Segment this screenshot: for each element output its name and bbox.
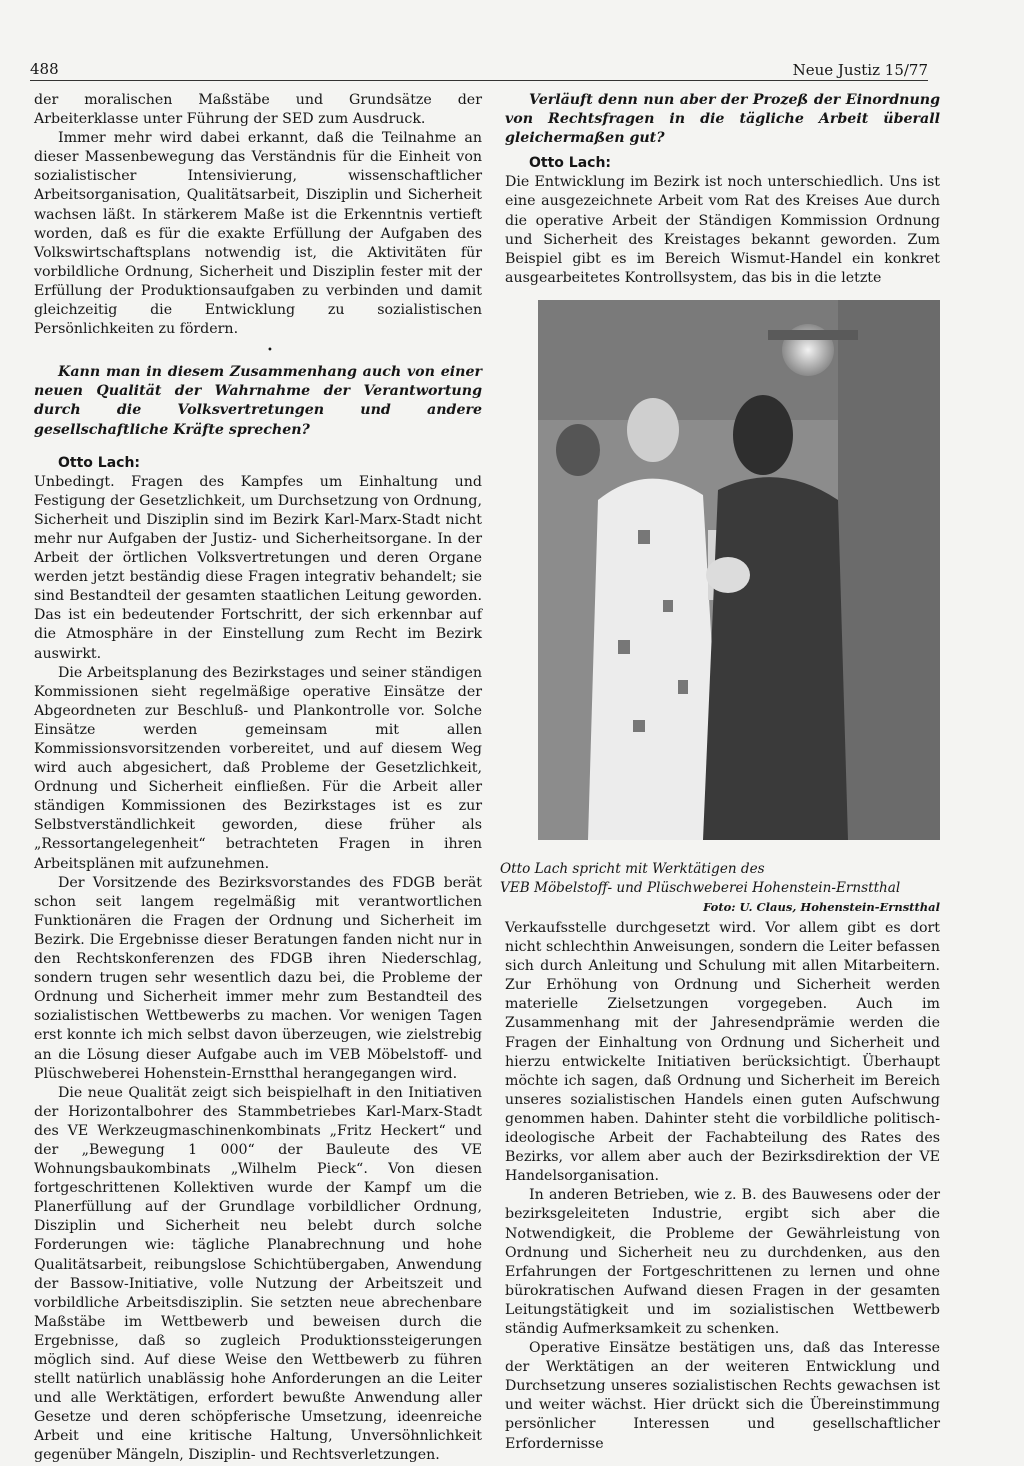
right-column-top: [505, 91, 940, 288]
photo-illustration: [538, 300, 940, 840]
left-paragraph: der moralischen Maßstäbe und Grundsätze der Arbeiterklasse unter Führung der SED zum Ausdruck.: [34, 92, 482, 128]
header-rule: [30, 80, 928, 81]
answer-paragraph: Unbedingt. Fragen des Kampfes um Einhaltung und Festigung der Gesetzlichkeit, um Durchsetzung von Ordnung, Sicherheit und Disziplin sind im Bezirk Karl-Marx-Stadt nicht mehr nur Aufgaben der Justiz- und Sicherheitsorgane. In der Arbeit der örtlichen Volksvertretungen und deren Organe werden jetzt beständig diese Fragen integrativ behandelt; sie sind Bestandteil der gesamten staatlichen Leitung geworden. Das ist ein bedeutender Fortschritt, der sich erkennbar auf die Atmosphäre in der Einstellung zum Recht im Bezirk auswirkt.: [34, 473, 482, 662]
answer-paragraph: Operative Einsätze bestätigen uns, daß das Interesse der Werktätigen an der weiteren Entwicklung und Durchsetzung unseres sozialistischen Rechts gewachsen ist und weiter wächst. Hier drückt sich die Übereinstimmung persönlicher Interessen und gesellschaftlicher Erfordernisse: [505, 1340, 940, 1452]
photo-credit: Foto: U. Claus, Hohenstein-Ernstthal: [703, 900, 940, 914]
caption-line: Otto Lach spricht mit Werktätigen des: [500, 861, 765, 877]
photo: [538, 300, 940, 840]
speaker-label: Otto Lach:: [529, 155, 612, 172]
left-column: [34, 91, 482, 1466]
page-number: 488: [30, 60, 59, 78]
answer-paragraph: Die Entwicklung im Bezirk ist noch unterschiedlich. Uns ist eine ausgezeichnete Arbeit vom Rat des Kreises Aue durch die operative Arbeit der Ständigen Kommission Ordnung und Sicherheit des Kreistages bekannt geworden. Zum Beispiel gibt es im Bereich Wismut-Handel ein konkret ausgearbeitetes Kontrollsystem, das bis in die letzte: [505, 174, 940, 286]
answer-paragraph: In anderen Betrieben, wie z. B. des Bauwesens oder der bezirksgeleiteten Industrie, ergibt sich aber die Notwendigkeit, die Probleme der Gewährleistung von Ordnung und Sicherheit neu zu durchdenken, aus den Erfahrungen der Fortgeschrittenen zu lernen und ohne bürokratischen Aufwand diesen Fragen in der gesamten Leitungstätigkeit und im sozialistischen Wettbewerb ständig Aufmerksamkeit zu schenken.: [505, 1187, 940, 1337]
speaker-label: Otto Lach:: [58, 454, 141, 471]
answer-paragraph: Der Vorsitzende des Bezirksvorstandes des FDGB berät schon seit langem regelmäßig mit verantwortlichen Funktionären die Fragen der Ordnung und Sicherheit im Bezirk. Die Ergebnisse dieser Beratungen fanden nicht nur in den Rechtskonferenzen des FDGB ihren Niederschlag, sondern trugen sehr wesentlich dazu bei, die Probleme der Ordnung und Sicherheit immer mehr zum Bestandteil des sozialistischen Wettbewerbs zu machen. Vor wenigen Tagen erst konnte ich mich selbst davon überzeugen, wie zielstrebig an die Lösung dieser Aufgabe auch im VEB Möbelstoff- und Plüschweberei Hohenstein-Ernstthal herangegangen wird.: [34, 874, 482, 1082]
answer-paragraph: Die Arbeitsplanung des Bezirkstages und seiner ständigen Kommissionen sieht regelmäßige operative Einsätze der Abgeordneten zur Beschluß- und Plankontrolle vor. Solche Einsätze werden gemeinsam mit allen Kommissionsvorsitzenden vorbereitet, und auf diesem Weg wird auch abgesichert, daß Probleme der Gesetzlichkeit, Ordnung und Sicherheit einfließen. Für die Arbeit aller ständigen Kommissionen des Bezirkstages ist es zur Selbstverständlichkeit geworden, diese früher als „Ressortangelegenheit“ betrachteten Fragen in ihren Arbeitsplänen mit aufzunehmen.: [34, 664, 482, 872]
answer-paragraph: Verkaufsstelle durchgesetzt wird. Vor allem gibt es dort nicht schlechthin Anweisungen, sondern die Leiter befassen sich durch Anleitung und Schulung mit allen Mitarbeitern. Zur Erhöhung von Ordnung und Sicherheit werden materielle Zielsetzungen vorgegeben. Auch im Zusammenhang mit der Jahresendprämie werden die Fragen der Einhaltung von Ordnung und Sicherheit und hierzu entwickelte Initiativen berücksichtigt. Überhaupt möchte ich sagen, daß Ordnung und Sicherheit im Bereich unseres sozialistischen Handels einen guten Aufschwung genommen haben. Dahinter steht die vorbildliche politisch-ideologische Arbeit der Fachabteilung des Rates des Bezirks, vor allem aber auch der Bezirksdirektion der VE Handelsorganisation.: [505, 920, 940, 1185]
section-bullet: •: [267, 345, 273, 357]
answer-paragraph: Die neue Qualität zeigt sich beispielhaft in den Initiativen der Horizontalbohrer des Stammbetriebes Karl-Marx-Stadt des VE Werkzeugmaschinenkombinats „Fritz Heckert“ und der „Bewegung 1 000“ der Bauleute des VE Wohnungsbaukombinats „Wilhelm Pieck“. Von diesen fortgeschrittenen Kollektiven wurde der Kampf um die Planerfüllung auf der Grundlage vorbildlicher Ordnung, Disziplin und Sicherheit neu belebt durch solche Forderungen wie: tägliche Planabrechnung und hohe Qualitätsarbeit, reibungslose Schichtübergaben, Anwendung der Bassow-Initiative, volle Nutzung der Arbeitszeit und vorbildliche Arbeitsdisziplin. Sie setzten neue abrechenbare Maßstäbe im Wettbewerb und beweisen durch die Ergebnisse, daß so zugleich Produktionssteigerungen möglich sind. Auf diese Weise den Wettbewerb zu führen stellt natürlich unablässig hohe Anforderungen an die Leiter und alle Werktätigen, erfordert bewußte Anwendung aller Gesetze und deren schöpferische Umsetzung, ideenreiche Arbeit und eine kritische Haltung, Unversöhnlichkeit gegenüber Mängeln, Disziplin- und Rechtsverletzungen.: [34, 1084, 482, 1464]
caption-line: VEB Möbelstoff- und Plüschweberei Hohenstein-Ernstthal: [500, 880, 901, 896]
interview-question: Verläuft denn nun aber der Prozeß der Einordnung von Rechtsfragen in die tägliche Arbeit überall gleichermaßen gut?: [505, 92, 940, 147]
left-paragraph: Immer mehr wird dabei erkannt, daß die Teilnahme an dieser Massenbewegung das Verständnis für die Einheit von sozialistischer Intensivierung, wissenschaftlicher Arbeitsorganisation, Qualitätsarbeit, Disziplin und Sicherheit wachsen läßt. In stärkerem Maße ist die Erkenntnis vertieft worden, daß es für die exakte Erfüllung der Aufgaben des Volkswirtschaftsplans notwendig ist, die Aktivitäten für vorbildliche Ordnung, Sicherheit und Disziplin fester mit der Erfüllung der Produktionsaufgaben zu verbinden und damit gleichzeitig die Entwicklung zu sozialistischen Persönlichkeiten zu fördern.: [34, 130, 482, 338]
interview-question: Kann man in diesem Zusammenhang auch von einer neuen Qualität der Wahrnahme der Verantwortung durch die Volksvertretungen und andere gesellschaftliche Kräfte sprechen?: [34, 364, 482, 438]
journal-issue: Neue Justiz 15/77: [792, 61, 928, 79]
right-column-bottom: [505, 919, 940, 1454]
photo-caption: [500, 860, 940, 917]
